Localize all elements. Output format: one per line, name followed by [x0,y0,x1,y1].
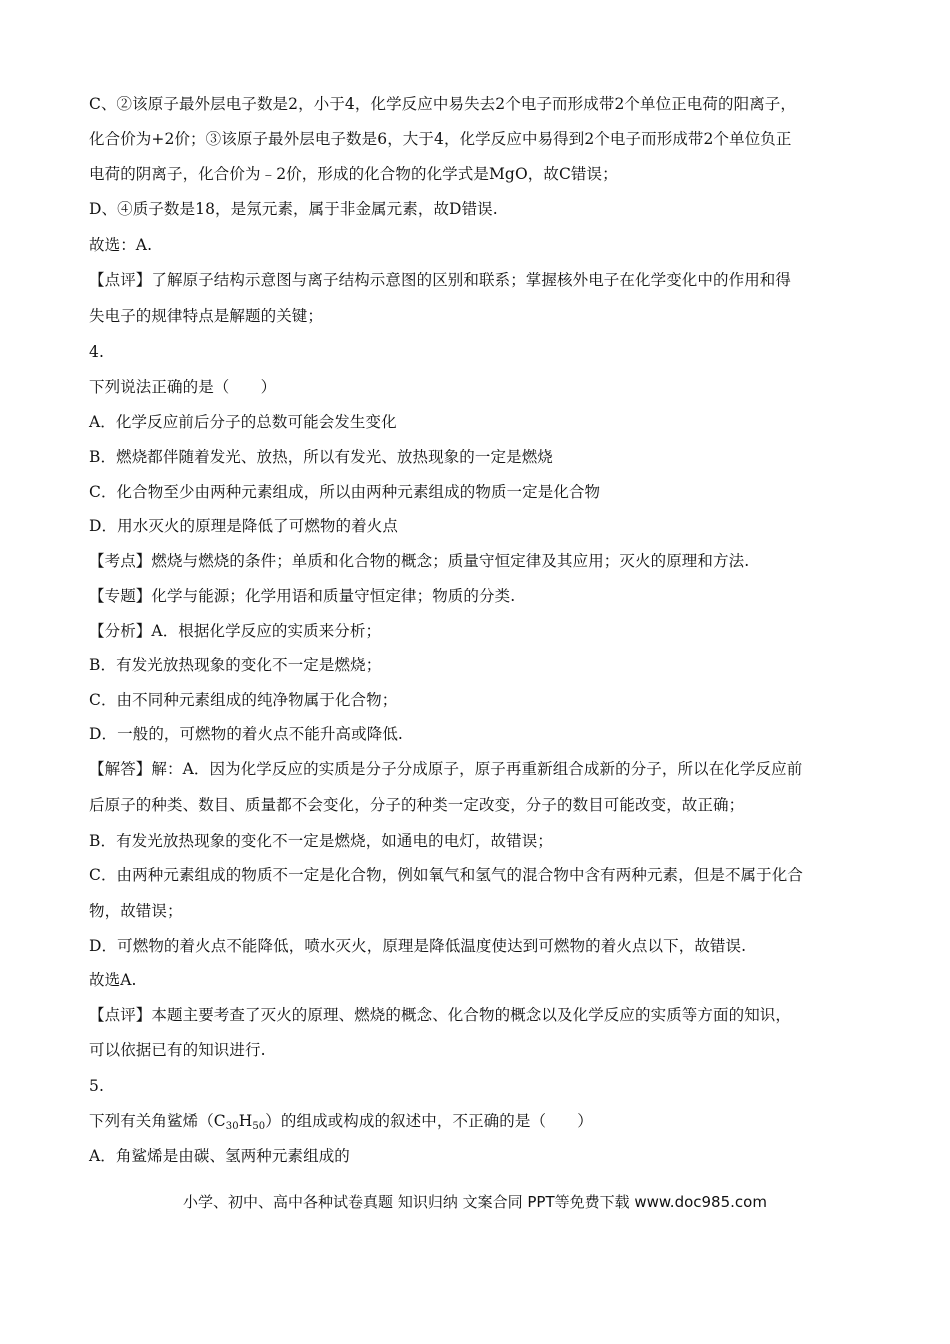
page-footer: 小学、初中、高中各种试卷真题 知识归纳 文案合同 PPT等免费下载 www.doc985.com [183,1193,767,1211]
fenxi-line: 【分析】A．根据化学反应的实质来分析； [89,622,382,640]
comment-line: 【点评】本题主要考查了灭火的原理、燃烧的概念、化合物的概念以及化学反应的实质等方面的知识， [89,1006,792,1024]
text-line: D．可燃物的着火点不能降低，喷水灭火，原理是降低温度使达到可燃物的着火点以下，故错误. [89,937,747,955]
text-line: C．由不同种元素组成的纯净物属于化合物； [89,691,398,709]
option-a: A．角鲨烯是由碳、氢两种元素组成的 [89,1147,350,1165]
question-number: 4. [89,343,104,361]
jieda-line: 【解答】解：A．因为化学反应的实质是分子分成原子，原子再重新组合成新的分子，所以在化学反应前 [89,760,803,778]
zhuanti-line: 【专题】化学与能源；化学用语和质量守恒定律；物质的分类. [89,587,516,605]
kaodian-line: 【考点】燃烧与燃烧的条件；单质和化合物的概念；质量守恒定律及其应用；灭火的原理和方法. [89,552,750,570]
question-stem [89,1111,879,1131]
text-line: B．有发光放热现象的变化不一定是燃烧； [89,656,382,674]
text-line: 化合价为+2价；③该原子最外层电子数是6，大于4，化学反应中易得到2个电子而形成带2个单位负正 [89,130,792,148]
option-b: B．燃烧都伴随着发光、放热，所以有发光、放热现象的一定是燃烧 [89,448,553,466]
answer-line: 故选：A. [89,236,153,254]
comment-line: 【点评】了解原子结构示意图与离子结构示意图的区别和联系；掌握核外电子在化学变化中的作用和得 [89,271,792,289]
question-stem: 下列说法正确的是（ ） [89,378,277,396]
formula-prefix: 下列有关角鲨烯（C [89,1112,226,1130]
option-d: D．用水灭火的原理是降低了可燃物的着火点 [89,517,398,535]
text-line: 电荷的阴离子，化合价为﹣2价，形成的化合物的化学式是MgO，故C错误； [89,165,618,183]
text-line: C．由两种元素组成的物质不一定是化合物，例如氧气和氢气的混合物中含有两种元素，但是不属于化合 [89,866,803,884]
text-line: D、④质子数是18，是氖元素，属于非金属元素，故D错误. [89,200,498,218]
text-line: D．一般的，可燃物的着火点不能升高或降低. [89,725,403,743]
formula-mid: H [238,1112,253,1130]
text-line: 失电子的规律特点是解题的关键； [89,307,324,325]
option-a: A．化学反应前后分子的总数可能会发生变化 [89,413,397,431]
text-line: C、②该原子最外层电子数是2，小于4，化学反应中易失去2个电子而形成带2个单位正电荷的阳离子， [89,95,797,113]
formula-suffix: ）的组成或构成的叙述中，不正确的是（ ） [265,1112,593,1130]
answer-line: 故选A. [89,971,137,989]
text-line: 物，故错误； [89,902,183,920]
option-c: C．化合物至少由两种元素组成，所以由两种元素组成的物质一定是化合物 [89,483,601,501]
formula-subscript: 30 [225,1121,239,1132]
text-line: 后原子的种类、数目、质量都不会变化，分子的种类一定改变，分子的数目可能改变，故正确； [89,796,745,814]
text-line: 可以依据已有的知识进行. [89,1041,266,1059]
formula-subscript: 50 [252,1121,266,1132]
question-number: 5. [89,1077,104,1095]
text-line: B．有发光放热现象的变化不一定是燃烧，如通电的电灯，故错误； [89,832,553,850]
